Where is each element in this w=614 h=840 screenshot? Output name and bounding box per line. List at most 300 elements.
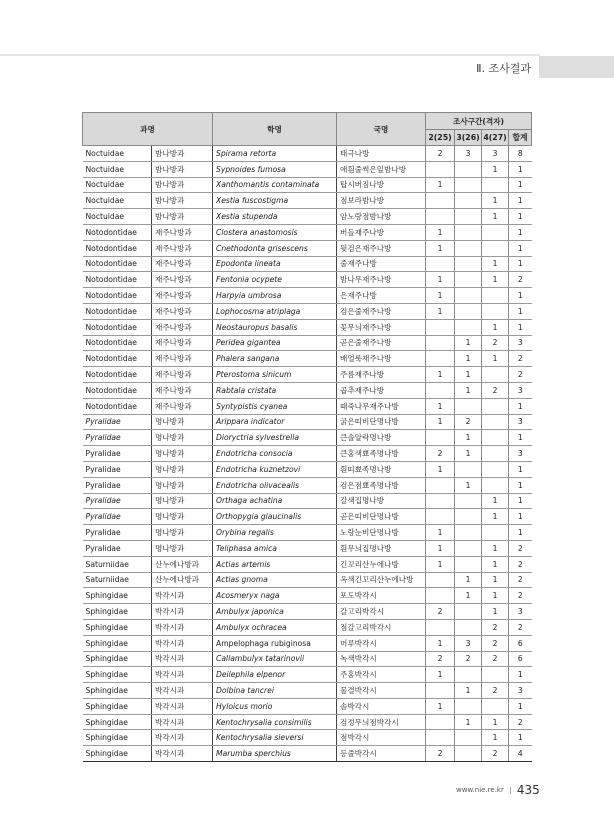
family-cell: Sphingidae bbox=[83, 604, 152, 620]
count-grid-3 bbox=[455, 288, 482, 304]
family-cell: Pyralidae bbox=[83, 493, 152, 509]
family-korean-cell: 박각시과 bbox=[152, 714, 213, 730]
footer-separator bbox=[510, 787, 511, 794]
scientific-name-cell: Actias artemis bbox=[213, 556, 337, 572]
family-cell: Notodontidae bbox=[83, 398, 152, 414]
count-grid-2: 1 bbox=[426, 272, 455, 288]
table-row bbox=[83, 303, 532, 319]
table-row bbox=[83, 288, 532, 304]
count-grid-4: 1 bbox=[482, 588, 509, 604]
footer bbox=[456, 783, 540, 797]
scientific-name-cell: Dolbina tancrei bbox=[213, 683, 337, 699]
scientific-name-cell: Xanthomantis contaminata bbox=[213, 177, 337, 193]
header-grid-2: 2(25) bbox=[426, 130, 455, 146]
count-grid-2 bbox=[426, 193, 455, 209]
count-grid-3 bbox=[455, 256, 482, 272]
korean-name-cell: 곧은띠비단명나방 bbox=[337, 509, 426, 525]
count-grid-4: 1 bbox=[482, 351, 509, 367]
family-korean-cell: 재주나방과 bbox=[152, 398, 213, 414]
family-cell: Notodontidae bbox=[83, 272, 152, 288]
family-cell: Notodontidae bbox=[83, 319, 152, 335]
count-total: 1 bbox=[509, 493, 532, 509]
family-cell: Sphingidae bbox=[83, 667, 152, 683]
count-grid-2: 1 bbox=[426, 414, 455, 430]
table-row bbox=[83, 224, 532, 240]
header-scientific-name: 학명 bbox=[213, 113, 337, 146]
table-row bbox=[83, 161, 532, 177]
family-korean-cell: 박각시과 bbox=[152, 604, 213, 620]
table-row bbox=[83, 146, 532, 162]
count-grid-2: 1 bbox=[426, 303, 455, 319]
family-cell: Notodontidae bbox=[83, 288, 152, 304]
section-title: Ⅱ. 조사결과 bbox=[476, 62, 531, 75]
korean-name-cell: 검은줄재주나방 bbox=[337, 303, 426, 319]
korean-name-cell: 큰솔알락명나방 bbox=[337, 430, 426, 446]
count-total: 4 bbox=[509, 746, 532, 762]
scientific-name-cell: Epodonta lineata bbox=[213, 256, 337, 272]
count-grid-4 bbox=[482, 525, 509, 541]
count-grid-3 bbox=[455, 319, 482, 335]
count-total: 1 bbox=[509, 730, 532, 746]
scientific-name-cell: Orthopygia glaucinalis bbox=[213, 509, 337, 525]
table-row bbox=[83, 209, 532, 225]
count-grid-3 bbox=[455, 525, 482, 541]
family-korean-cell: 명나방과 bbox=[152, 525, 213, 541]
table-row bbox=[83, 714, 532, 730]
count-grid-3 bbox=[455, 193, 482, 209]
korean-name-cell: 굵은띠비단명나방 bbox=[337, 414, 426, 430]
family-cell: Sphingidae bbox=[83, 714, 152, 730]
family-cell: Pyralidae bbox=[83, 477, 152, 493]
korean-name-cell: 흰띠뾰족명나방 bbox=[337, 461, 426, 477]
count-grid-3 bbox=[455, 698, 482, 714]
korean-name-cell: 때죽나무재주나방 bbox=[337, 398, 426, 414]
count-grid-3 bbox=[455, 161, 482, 177]
scientific-name-cell: Cnethodonta grisescens bbox=[213, 240, 337, 256]
scientific-name-cell: Endotricha olivacealis bbox=[213, 477, 337, 493]
count-grid-3: 1 bbox=[455, 351, 482, 367]
count-grid-2: 1 bbox=[426, 667, 455, 683]
korean-name-cell: 줄재주나방 bbox=[337, 256, 426, 272]
count-grid-2 bbox=[426, 351, 455, 367]
family-korean-cell: 박각시과 bbox=[152, 667, 213, 683]
count-grid-4: 2 bbox=[482, 651, 509, 667]
family-korean-cell: 밤나방과 bbox=[152, 209, 213, 225]
scientific-name-cell: Sypnoides fumosa bbox=[213, 161, 337, 177]
count-grid-2: 1 bbox=[426, 288, 455, 304]
family-cell: Pyralidae bbox=[83, 540, 152, 556]
count-grid-4: 2 bbox=[482, 335, 509, 351]
count-grid-4: 1 bbox=[482, 556, 509, 572]
count-grid-4: 1 bbox=[482, 209, 509, 225]
count-total: 2 bbox=[509, 351, 532, 367]
count-grid-3 bbox=[455, 209, 482, 225]
table-row bbox=[83, 525, 532, 541]
count-total: 1 bbox=[509, 240, 532, 256]
korean-name-cell: 점보라밤나방 bbox=[337, 193, 426, 209]
count-grid-4: 3 bbox=[482, 146, 509, 162]
scientific-name-cell: Orybina regalis bbox=[213, 525, 337, 541]
count-total: 1 bbox=[509, 224, 532, 240]
count-grid-3 bbox=[455, 224, 482, 240]
count-grid-3 bbox=[455, 619, 482, 635]
count-grid-4 bbox=[482, 303, 509, 319]
count-grid-2: 2 bbox=[426, 604, 455, 620]
table-row bbox=[83, 698, 532, 714]
count-grid-4 bbox=[482, 177, 509, 193]
count-grid-2 bbox=[426, 588, 455, 604]
family-cell: Pyralidae bbox=[83, 525, 152, 541]
count-grid-2 bbox=[426, 714, 455, 730]
table-body bbox=[83, 146, 532, 762]
count-grid-3 bbox=[455, 556, 482, 572]
count-total: 2 bbox=[509, 540, 532, 556]
family-korean-cell: 박각시과 bbox=[152, 683, 213, 699]
family-cell: Sphingidae bbox=[83, 746, 152, 762]
count-grid-2 bbox=[426, 161, 455, 177]
count-grid-4: 2 bbox=[482, 619, 509, 635]
korean-name-cell: 주홍박각시 bbox=[337, 667, 426, 683]
count-grid-2: 2 bbox=[426, 446, 455, 462]
count-total: 1 bbox=[509, 509, 532, 525]
family-korean-cell: 재주나방과 bbox=[152, 335, 213, 351]
count-total: 2 bbox=[509, 556, 532, 572]
count-grid-3 bbox=[455, 604, 482, 620]
table-row bbox=[83, 493, 532, 509]
count-total: 3 bbox=[509, 683, 532, 699]
count-grid-4 bbox=[482, 240, 509, 256]
count-grid-3: 2 bbox=[455, 414, 482, 430]
count-grid-2 bbox=[426, 430, 455, 446]
count-grid-2 bbox=[426, 319, 455, 335]
count-total: 6 bbox=[509, 635, 532, 651]
table-row bbox=[83, 272, 532, 288]
table-row bbox=[83, 683, 532, 699]
family-cell: Noctuidae bbox=[83, 177, 152, 193]
count-grid-4: 2 bbox=[482, 683, 509, 699]
count-grid-3 bbox=[455, 240, 482, 256]
count-grid-2 bbox=[426, 209, 455, 225]
header-grid-3: 3(26) bbox=[455, 130, 482, 146]
family-cell: Pyralidae bbox=[83, 461, 152, 477]
family-korean-cell: 명나방과 bbox=[152, 493, 213, 509]
count-grid-3: 1 bbox=[455, 683, 482, 699]
count-grid-3: 1 bbox=[455, 430, 482, 446]
count-grid-4: 1 bbox=[482, 540, 509, 556]
count-grid-3: 1 bbox=[455, 382, 482, 398]
korean-name-cell: 갈색집명나방 bbox=[337, 493, 426, 509]
family-korean-cell: 명나방과 bbox=[152, 461, 213, 477]
scientific-name-cell: Callambulyx tatarinovii bbox=[213, 651, 337, 667]
count-grid-2 bbox=[426, 493, 455, 509]
family-korean-cell: 밤나방과 bbox=[152, 161, 213, 177]
family-cell: Sphingidae bbox=[83, 698, 152, 714]
count-grid-4: 1 bbox=[482, 730, 509, 746]
family-korean-cell: 재주나방과 bbox=[152, 224, 213, 240]
family-cell: Pyralidae bbox=[83, 446, 152, 462]
count-grid-4: 1 bbox=[482, 161, 509, 177]
korean-name-cell: 물결박각시 bbox=[337, 683, 426, 699]
family-korean-cell: 재주나방과 bbox=[152, 303, 213, 319]
family-korean-cell: 명나방과 bbox=[152, 446, 213, 462]
table-row bbox=[83, 398, 532, 414]
korean-name-cell: 흰무늬집명나방 bbox=[337, 540, 426, 556]
count-total: 1 bbox=[509, 525, 532, 541]
count-grid-3: 2 bbox=[455, 651, 482, 667]
family-korean-cell: 재주나방과 bbox=[152, 256, 213, 272]
family-korean-cell: 박각시과 bbox=[152, 746, 213, 762]
family-korean-cell: 재주나방과 bbox=[152, 240, 213, 256]
scientific-name-cell: Peridea gigantea bbox=[213, 335, 337, 351]
count-grid-3: 1 bbox=[455, 572, 482, 588]
korean-name-cell: 녹색박각시 bbox=[337, 651, 426, 667]
count-grid-4 bbox=[482, 414, 509, 430]
korean-name-cell: 암노랑점밤나방 bbox=[337, 209, 426, 225]
count-grid-2 bbox=[426, 683, 455, 699]
family-korean-cell: 박각시과 bbox=[152, 635, 213, 651]
scientific-name-cell: Endotricha kuznetzovi bbox=[213, 461, 337, 477]
scientific-name-cell: Phalera sangana bbox=[213, 351, 337, 367]
count-grid-3 bbox=[455, 746, 482, 762]
count-grid-3 bbox=[455, 272, 482, 288]
family-korean-cell: 명나방과 bbox=[152, 540, 213, 556]
korean-name-cell: 곱추재주나방 bbox=[337, 382, 426, 398]
count-grid-4: 2 bbox=[482, 635, 509, 651]
family-korean-cell: 재주나방과 bbox=[152, 272, 213, 288]
count-grid-4 bbox=[482, 224, 509, 240]
family-cell: Notodontidae bbox=[83, 224, 152, 240]
family-korean-cell: 명나방과 bbox=[152, 414, 213, 430]
count-total: 1 bbox=[509, 398, 532, 414]
family-korean-cell: 밤나방과 bbox=[152, 146, 213, 162]
count-grid-3 bbox=[455, 303, 482, 319]
scientific-name-cell: Arippara indicator bbox=[213, 414, 337, 430]
korean-name-cell: 노랑눈비단명나방 bbox=[337, 525, 426, 541]
scientific-name-cell: Actias gnoma bbox=[213, 572, 337, 588]
count-grid-4 bbox=[482, 461, 509, 477]
count-total: 1 bbox=[509, 698, 532, 714]
count-grid-4 bbox=[482, 398, 509, 414]
scientific-name-cell: Hyloicus morio bbox=[213, 698, 337, 714]
count-grid-2: 1 bbox=[426, 177, 455, 193]
count-grid-2: 1 bbox=[426, 698, 455, 714]
count-total: 1 bbox=[509, 477, 532, 493]
header-total: 합계 bbox=[509, 130, 532, 146]
table-row bbox=[83, 540, 532, 556]
korean-name-cell: 뒷검은재주나방 bbox=[337, 240, 426, 256]
korean-name-cell: 옥색긴꼬리산누에나방 bbox=[337, 572, 426, 588]
species-table bbox=[82, 112, 532, 762]
count-grid-4 bbox=[482, 446, 509, 462]
count-grid-2: 1 bbox=[426, 461, 455, 477]
count-grid-3 bbox=[455, 493, 482, 509]
count-total: 2 bbox=[509, 619, 532, 635]
count-grid-3 bbox=[455, 509, 482, 525]
scientific-name-cell: Kentochrysalia consimilis bbox=[213, 714, 337, 730]
count-grid-4 bbox=[482, 698, 509, 714]
korean-name-cell: 큰홍색뾰족명나방 bbox=[337, 446, 426, 462]
table-row bbox=[83, 588, 532, 604]
family-cell: Sphingidae bbox=[83, 619, 152, 635]
count-total: 8 bbox=[509, 146, 532, 162]
header-survey-group: 조사구간(격자) bbox=[426, 113, 532, 130]
table-row bbox=[83, 193, 532, 209]
family-korean-cell: 재주나방과 bbox=[152, 319, 213, 335]
count-grid-4: 1 bbox=[482, 714, 509, 730]
family-cell: Noctuidae bbox=[83, 193, 152, 209]
table-row bbox=[83, 256, 532, 272]
count-grid-3 bbox=[455, 177, 482, 193]
count-total: 3 bbox=[509, 414, 532, 430]
korean-name-cell: 등줄박각시 bbox=[337, 746, 426, 762]
count-grid-4: 1 bbox=[482, 604, 509, 620]
count-total: 1 bbox=[509, 193, 532, 209]
korean-name-cell: 탑시버짐나방 bbox=[337, 177, 426, 193]
count-grid-4 bbox=[482, 367, 509, 383]
family-korean-cell: 재주나방과 bbox=[152, 351, 213, 367]
table-row bbox=[83, 619, 532, 635]
family-korean-cell: 박각시과 bbox=[152, 588, 213, 604]
count-total: 1 bbox=[509, 319, 532, 335]
family-korean-cell: 재주나방과 bbox=[152, 288, 213, 304]
family-cell: Saturniidae bbox=[83, 572, 152, 588]
count-grid-2 bbox=[426, 572, 455, 588]
table-row bbox=[83, 667, 532, 683]
family-korean-cell: 박각시과 bbox=[152, 651, 213, 667]
scientific-name-cell: Clostera anastomosis bbox=[213, 224, 337, 240]
family-korean-cell: 밤나방과 bbox=[152, 177, 213, 193]
scientific-name-cell: Harpyia umbrosa bbox=[213, 288, 337, 304]
table-row bbox=[83, 446, 532, 462]
korean-name-cell: 머루박각시 bbox=[337, 635, 426, 651]
count-total: 3 bbox=[509, 335, 532, 351]
count-total: 1 bbox=[509, 161, 532, 177]
korean-name-cell: 버들재주나방 bbox=[337, 224, 426, 240]
korean-name-cell: 갈고리박각시 bbox=[337, 604, 426, 620]
scientific-name-cell: Lophocosma atriplaga bbox=[213, 303, 337, 319]
count-grid-4 bbox=[482, 430, 509, 446]
family-korean-cell: 재주나방과 bbox=[152, 367, 213, 383]
korean-name-cell: 주름재주나방 bbox=[337, 367, 426, 383]
count-total: 1 bbox=[509, 430, 532, 446]
count-grid-4: 1 bbox=[482, 256, 509, 272]
count-grid-4: 1 bbox=[482, 509, 509, 525]
scientific-name-cell: Deilephila elpenor bbox=[213, 667, 337, 683]
count-total: 2 bbox=[509, 714, 532, 730]
family-cell: Pyralidae bbox=[83, 430, 152, 446]
family-cell: Noctuidae bbox=[83, 209, 152, 225]
scientific-name-cell: Spirama retorta bbox=[213, 146, 337, 162]
count-grid-3 bbox=[455, 461, 482, 477]
count-total: 3 bbox=[509, 446, 532, 462]
scientific-name-cell: Neostauropus basalis bbox=[213, 319, 337, 335]
count-grid-3 bbox=[455, 398, 482, 414]
count-grid-3 bbox=[455, 730, 482, 746]
top-rule bbox=[0, 54, 540, 56]
family-cell: Notodontidae bbox=[83, 303, 152, 319]
table-row bbox=[83, 509, 532, 525]
count-grid-4: 2 bbox=[482, 382, 509, 398]
count-total: 1 bbox=[509, 461, 532, 477]
korean-name-cell: 솔박각시 bbox=[337, 698, 426, 714]
korean-name-cell: 긴꼬리산누에나방 bbox=[337, 556, 426, 572]
count-grid-2 bbox=[426, 730, 455, 746]
family-korean-cell: 박각시과 bbox=[152, 730, 213, 746]
korean-name-cell: 꽃무늬재주나방 bbox=[337, 319, 426, 335]
count-grid-4 bbox=[482, 288, 509, 304]
family-korean-cell: 명나방과 bbox=[152, 509, 213, 525]
count-total: 1 bbox=[509, 209, 532, 225]
family-cell: Sphingidae bbox=[83, 730, 152, 746]
scientific-name-cell: Endotricha consocia bbox=[213, 446, 337, 462]
count-total: 3 bbox=[509, 604, 532, 620]
family-cell: Notodontidae bbox=[83, 335, 152, 351]
count-grid-3: 1 bbox=[455, 335, 482, 351]
count-grid-4: 2 bbox=[482, 746, 509, 762]
family-korean-cell: 밤나방과 bbox=[152, 193, 213, 209]
table-row bbox=[83, 572, 532, 588]
count-grid-2: 1 bbox=[426, 525, 455, 541]
table-row bbox=[83, 351, 532, 367]
family-cell: Sphingidae bbox=[83, 651, 152, 667]
count-grid-2 bbox=[426, 382, 455, 398]
header-korean-name: 국명 bbox=[337, 113, 426, 146]
header-family: 과명 bbox=[83, 113, 213, 146]
count-total: 2 bbox=[509, 588, 532, 604]
count-grid-2 bbox=[426, 477, 455, 493]
count-total: 1 bbox=[509, 667, 532, 683]
korean-name-cell: 애흰줄썩은잎밤나방 bbox=[337, 161, 426, 177]
count-grid-3: 3 bbox=[455, 635, 482, 651]
scientific-name-cell: Fentonia ocypete bbox=[213, 272, 337, 288]
count-grid-3: 1 bbox=[455, 367, 482, 383]
header-grid-4: 4(27) bbox=[482, 130, 509, 146]
korean-name-cell: 검정무늬점박각시 bbox=[337, 714, 426, 730]
table-row bbox=[83, 382, 532, 398]
family-cell: Pyralidae bbox=[83, 414, 152, 430]
count-grid-2: 2 bbox=[426, 651, 455, 667]
korean-name-cell: 밤나무재주나방 bbox=[337, 272, 426, 288]
table-row bbox=[83, 240, 532, 256]
count-grid-2 bbox=[426, 256, 455, 272]
scientific-name-cell: Dioryctria sylvestrella bbox=[213, 430, 337, 446]
scientific-name-cell: Ambulyx japonica bbox=[213, 604, 337, 620]
family-korean-cell: 명나방과 bbox=[152, 477, 213, 493]
korean-name-cell: 점갈고리박각시 bbox=[337, 619, 426, 635]
count-grid-2: 1 bbox=[426, 635, 455, 651]
count-total: 2 bbox=[509, 572, 532, 588]
table-row bbox=[83, 746, 532, 762]
count-grid-2 bbox=[426, 509, 455, 525]
family-korean-cell: 명나방과 bbox=[152, 430, 213, 446]
family-cell: Notodontidae bbox=[83, 351, 152, 367]
count-grid-3: 1 bbox=[455, 446, 482, 462]
page-number: 435 bbox=[516, 783, 540, 797]
table-row bbox=[83, 430, 532, 446]
family-cell: Sphingidae bbox=[83, 588, 152, 604]
korean-name-cell: 검은점뾰족명나방 bbox=[337, 477, 426, 493]
family-cell: Saturniidae bbox=[83, 556, 152, 572]
count-total: 2 bbox=[509, 272, 532, 288]
count-grid-2: 1 bbox=[426, 556, 455, 572]
korean-name-cell: 태극나방 bbox=[337, 146, 426, 162]
count-grid-4: 1 bbox=[482, 272, 509, 288]
korean-name-cell: 점박각시 bbox=[337, 730, 426, 746]
count-total: 1 bbox=[509, 177, 532, 193]
scientific-name-cell: Teliphasa amica bbox=[213, 540, 337, 556]
family-korean-cell: 산누에나방과 bbox=[152, 572, 213, 588]
family-cell: Noctuidae bbox=[83, 146, 152, 162]
